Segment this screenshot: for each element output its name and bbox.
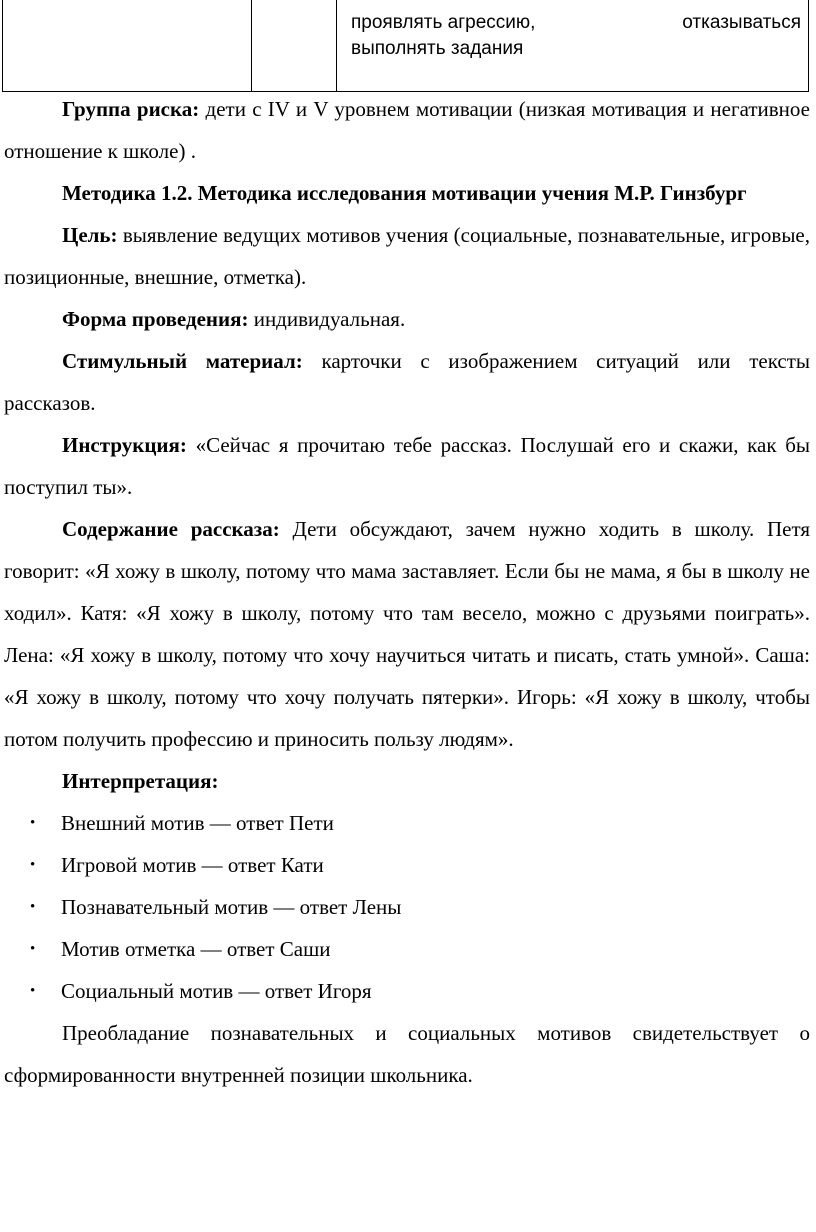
document-body	[4, 88, 810, 1096]
instruction-text: «Сейчас я прочитаю тебе рассказ. Послушай его и скажи, как бы поступил ты».	[4, 433, 810, 499]
bullet-icon: •	[30, 983, 36, 999]
goal-text: выявление ведущих мотивов учения (социальные, познавательные, игровые, позиционные, внешние, отметка).	[4, 223, 810, 289]
conclusion-paragraph: Преобладание познавательных и социальных мотивов свидетельствует о сформированности внутренней позиции школьника.	[4, 1021, 810, 1087]
interpretation-label: Интерпретация:	[62, 769, 219, 793]
goal-paragraph	[4, 214, 810, 298]
list-item-text: Внешний мотив — ответ Пети	[61, 811, 334, 835]
table-cell-text	[337, 0, 809, 92]
method-title-text: Методика 1.2. Методика исследования мотивации учения М.Р. Гинзбург	[62, 181, 747, 205]
method-title	[4, 172, 810, 214]
bullet-icon: •	[30, 857, 36, 873]
cell-line1-right: отказываться	[682, 12, 801, 33]
goal-label: Цель:	[62, 223, 118, 247]
cell-line2: выполнять задания	[351, 38, 524, 59]
risk-group-label: Группа риска:	[62, 97, 200, 121]
list-item	[4, 844, 810, 886]
bullet-icon: •	[30, 815, 36, 831]
list-item-text: Познавательный мотив — ответ Лены	[61, 895, 402, 919]
continuation-table	[2, 0, 809, 92]
list-item-text: Игровой мотив — ответ Кати	[61, 853, 324, 877]
interpretation-list	[4, 802, 810, 1012]
bullet-icon: •	[30, 899, 36, 915]
list-item	[4, 886, 810, 928]
instruction-paragraph	[4, 424, 810, 508]
form-label: Форма проведения:	[62, 307, 249, 331]
risk-group-text: дети с IV и V уровнем мотивации (низкая мотивация и негативное отношение к школе) .	[4, 97, 811, 163]
bullet-icon: •	[30, 941, 36, 957]
table-cell-empty-2	[252, 0, 337, 92]
stimulus-text: карточки с изображением ситуаций или тексты рассказов.	[4, 349, 810, 415]
list-item-text: Социальный мотив — ответ Игоря	[61, 979, 372, 1003]
list-item	[4, 802, 810, 844]
form-paragraph	[4, 298, 810, 340]
form-text: индивидуальная.	[248, 307, 406, 331]
table-cell-empty-1	[3, 0, 252, 92]
story-label: Содержание рассказа:	[62, 517, 280, 541]
list-item	[4, 970, 810, 1012]
story-paragraph	[4, 508, 810, 760]
list-item-text: Мотив отметка — ответ Саши	[61, 937, 331, 961]
risk-group-paragraph	[4, 88, 810, 172]
instruction-label: Инструкция:	[62, 433, 187, 457]
cell-line1-left: проявлять агрессию,	[351, 12, 536, 33]
stimulus-paragraph	[4, 340, 810, 424]
story-text: Дети обсуждают, зачем нужно ходить в школу. Петя говорит: «Я хожу в школу, потому что мама заставляет. Если бы не мама, я бы в школу не ходил». Катя: «Я хожу в школу, потому что там весело, можно с друзьями поиграть». Лена: «Я хожу в школу, потому что хочу научиться читать и писать, стать умной». Саша: «Я хожу в школу, потому что хочу получать пятерки». Игорь: «Я хожу в школу, чтобы потом получить профессию и приносить пользу людям».	[4, 517, 811, 751]
stimulus-label: Стимульный материал:	[62, 349, 303, 373]
interpretation-heading	[4, 760, 810, 802]
list-item	[4, 928, 810, 970]
